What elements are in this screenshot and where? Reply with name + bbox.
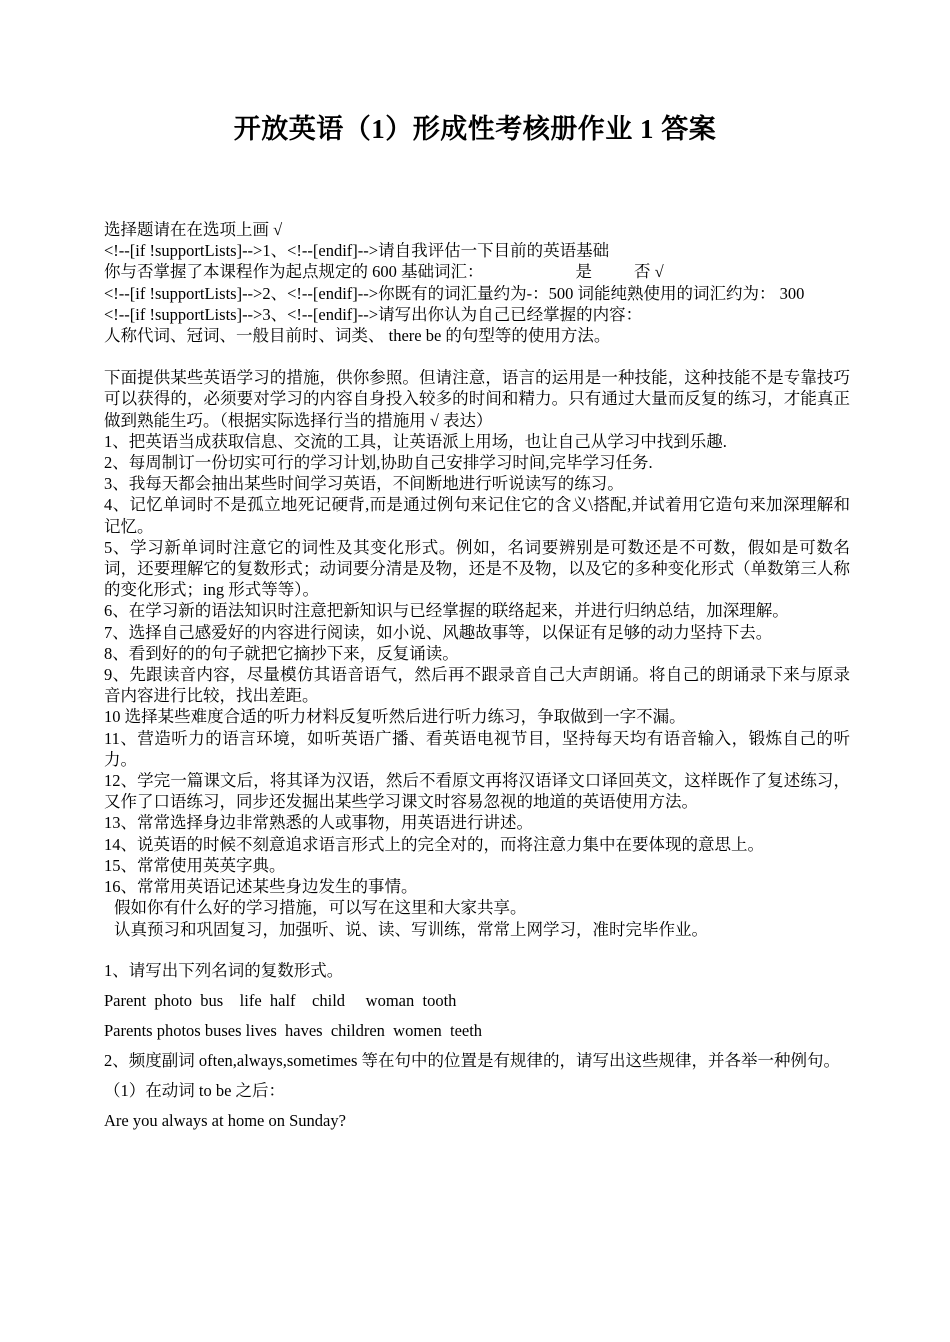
q2-text: 你既有的词汇量约为-：500 词能纯熟使用的词汇约为： 300 (378, 283, 805, 303)
measure-item: 16、常常用英语记述某些身边发生的事情。 (104, 877, 418, 897)
q2-prefix: <!--[if !supportLists]-->2、<!--[endif]--> (104, 283, 379, 303)
question-1-vocab-line (104, 261, 850, 282)
q1-prefix: <!--[if !supportLists]-->1、<!--[endif]--> (104, 241, 379, 261)
measures-intro: 下面提供某些英语学习的措施，供你参照。但请注意，语言的运用是一种技能，这种技能不是专靠技巧可以获得的，必须要对学习的内容自身投入较多的时间和精力。只有通过大量而反复的练习，才能真正做到熟能生巧。（根据实际选择行当的措施用 √ 表达） (104, 368, 850, 430)
option-yes: 是 (575, 262, 592, 282)
adverb-question: 2、频度副词 often,always,sometimes 等在句中的位置是有规律的，请写出这些规律，并各举一种例句。 (104, 1050, 841, 1070)
document-title: 开放英语（1）形成性考核册作业 1 答案 (233, 114, 717, 144)
plural-question: 1、请写出下列名词的复数形式。 (104, 960, 344, 980)
measure-item: 3、我每天都会抽出某些时间学习英语，不间断地进行听说读写的练习。 (104, 474, 624, 494)
measure-item: 4、记忆单词时不是孤立地死记硬背,而是通过例句来记住它的含义\搭配,并试着用它造句来加深理解和记忆。 (104, 495, 850, 536)
measure-item: 2、每周制订一份切实可行的学习计划,协助自己安排学习时间,完毕学习任务. (104, 453, 653, 473)
measure-item: 11、营造听力的语言环境，如听英语广播、看英语电视节目，坚持每天均有语音输入，锻炼自己的听力。 (104, 728, 850, 769)
q3-prefix: <!--[if !supportLists]-->3、<!--[endif]--> (104, 304, 379, 324)
rule-1: （1）在动词 to be 之后： (104, 1080, 286, 1100)
instruction-line: 选择题请在在选项上画 √ (104, 220, 283, 239)
measure-item: 7、选择自己感爱好的内容进行阅读，如小说、风趣故事等，以保证有足够的动力坚持下去。 (104, 622, 773, 642)
self-assessment-section (104, 219, 850, 940)
share-answer: 认真预习和巩固复习，加强听、说、读、写训练，常常上网学习，准时完毕作业。 (114, 919, 708, 939)
measure-item: 15、常常使用英英字典。 (104, 855, 286, 875)
measure-item: 6、在学习新的语法知识时注意把新知识与已经掌握的联络起来，并进行归纳总结，加深理解。 (104, 601, 789, 621)
option-no-checked: 否 √ (634, 262, 664, 282)
document-body (104, 219, 850, 1136)
q3-text: 请写出你认为自己已经掌握的内容： (378, 304, 643, 324)
example-1: Are you always at home on Sunday? (104, 1110, 346, 1130)
question-1 (104, 240, 850, 261)
nouns-plural-line: Parents photos buses lives haves children women teeth (104, 1020, 483, 1040)
question-3 (104, 304, 850, 325)
measure-item: 5、学习新单词时注意它的词性及其变化形式。例如，名词要辨别是可数还是不可数，假如是可数名词，还要理解它的复数形式；动词要分清是及物，还是不及物，以及它的多种变化形式（单数第三人称的变化形式；ing 形式等等）。 (104, 537, 850, 600)
question-2 (104, 283, 850, 304)
measure-item: 14、说英语的时候不刻意追求语言形式上的完全对的，而将注意力集中在要体现的意思上。 (104, 834, 764, 854)
measure-item: 9、先跟读音内容，尽量模仿其语音语气，然后再不跟录音自己大声朗诵。将自己的朗诵录下来与原录音内容进行比较，找出差距。 (104, 665, 850, 706)
q1-text: 请自我评估一下目前的英语基础 (378, 241, 610, 261)
measure-item: 8、看到好的的句子就把它摘抄下来，反复诵读。 (104, 643, 459, 663)
nouns-singular-line: Parent photo bus life half child woman tooth (104, 990, 457, 1010)
q1-vocab-text: 你与否掌握了本课程作为起点规定的 600 基础词汇： (104, 262, 484, 282)
share-prompt: 假如你有什么好的学习措施，可以写在这里和大家共享。 (114, 898, 527, 918)
measure-item: 1、把英语当成获取信息、交流的工具，让英语派上用场，也让自己从学习中找到乐趣. (104, 431, 727, 451)
measure-item: 10 选择某些难度合适的听力材料反复听然后进行听力练习，争取做到一字不漏。 (104, 707, 686, 727)
measure-item: 12、学完一篇课文后，将其译为汉语，然后不看原文再将汉语译文口译回英文，这样既作了复述练习，又作了口语练习，同步还发掘出某些学习课文时容易忽视的地道的英语使用方法。 (104, 771, 850, 812)
question-3-answer: 人称代词、冠词、一般目前时、词类、 there be 的句型等的使用方法。 (104, 326, 611, 346)
measure-item: 13、常常选择身边非常熟悉的人或事物，用英语进行讲述。 (104, 813, 533, 833)
grammar-section (104, 956, 850, 1136)
